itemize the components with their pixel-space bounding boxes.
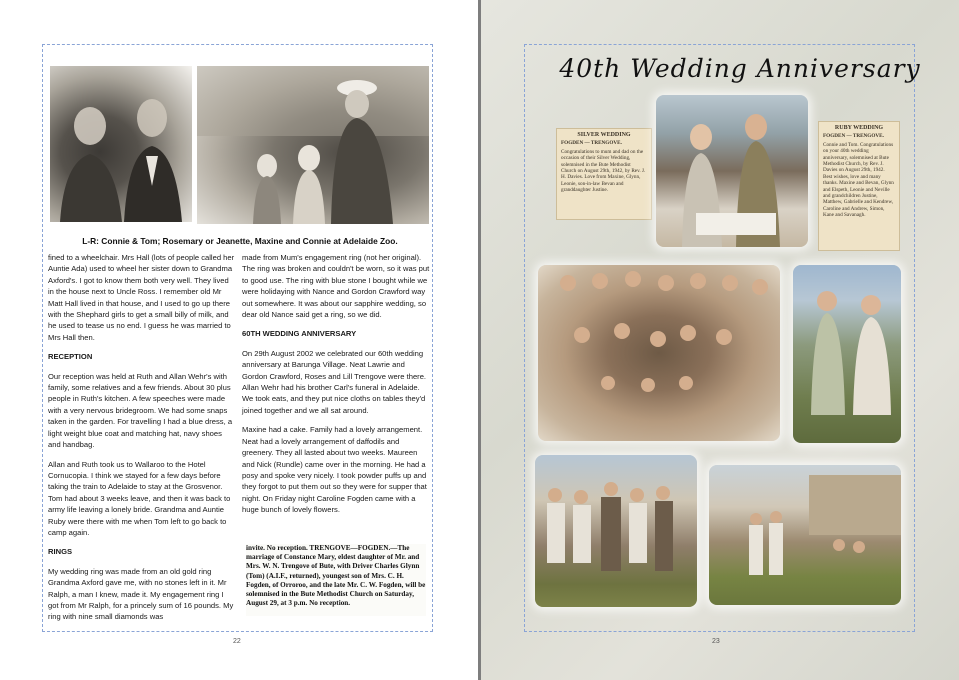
photo-couple-in-garden — [793, 265, 901, 443]
paragraph: Our reception was held at Ruth and Allan Wehr's with family, some relatives and a few friends. About 30 plus people in Ruth's kitchen. A few speeches were made with a very nervous bridegroom. We had some snaps taken in the garden. For travelling I had a blue dress, a light weight blue coat and matching hat, navy shoes and handbag. — [48, 371, 233, 450]
garden-couple-graphic — [793, 265, 901, 443]
family-group-graphic — [538, 265, 780, 441]
outdoor-group-graphic — [535, 455, 697, 607]
paragraph: My wedding ring was made from an old gold ring Grandma Axford gave me, with no stones left in it. Mr Ralph, a man I knew, made it. My engagement ring I got from Mr Ralph, for a princely sum of 16 pounds. My ring with nine small diamonds was — [48, 566, 234, 622]
newspaper-clipping-ruby-wedding — [818, 121, 900, 251]
photo-adelaide-zoo — [197, 66, 429, 224]
section-heading-reception: RECEPTION — [48, 352, 93, 362]
page-title: 40th Wedding Anniversary — [559, 54, 921, 83]
left-page — [0, 0, 478, 680]
section-heading-60th-anniversary: 60TH WEDDING ANNIVERSARY — [242, 329, 357, 339]
zoo-scene-graphic — [197, 66, 429, 224]
photo-caption: L-R: Connie & Tom; Rosemary or Jeanette, Maxine and Connie at Adelaide Zoo. — [82, 236, 398, 246]
paragraph: made from Mum's engagement ring (not her original). The ring was broken and couldn't be worn, so it was put to good use. The ring with blue stone I bought while we were holidaying with Nance and Gordon Crawford way out somewhere. It was about our sapphire wedding, so dear old Nance said get a ring, so we did. — [242, 253, 430, 320]
couple-silhouette-graphic — [50, 66, 192, 222]
text-column-left — [48, 252, 236, 631]
page-number-right: 23 — [712, 638, 720, 645]
photo-connie-and-tom — [50, 66, 192, 222]
photo-backyard-gathering — [709, 465, 901, 605]
section-heading-rings: RINGS — [48, 547, 73, 557]
clipping-subheading: FOGDEN — TRENGOVE. — [823, 133, 884, 140]
paragraph: Maxine had a cake. Family had a lovely arrangement. Neat had a lovely arrangement of daffodils and greenery. They all lasted about two weeks. Maureen and Nick (Rundle) came over in the morning. He had a posy and spoke very nicely. I took powder puffs up and they forgot to put them out so they were for supper that night. On Friday night Caroline Fogden came with a huge bunch of lovely flowers. — [242, 425, 427, 515]
clipping-body: Congratulations to mum and dad on the occasion of their Silver Wedding, solemnised in the Bute Methodist Church on August 29th, 1942, by Rev. J. H. Davies. Love from Maxine, Glynn, Leonie, son-in-law Bevan and granddaughter Justine. — [561, 148, 646, 194]
clipping-body: Connie and Tom. Congratulations on your 40th wedding anniversary, solemnised at Bute Methodist Church, by Rev. J. Davies on August 29th, 1942. Best wishes, love and many thanks. Maxine and Bevan, Glynn and Elspeth, Leonie and Neville and grandchildren Justine, Matthew, Gabrielle and Kendrew, Caroline and Andrew, Simon, Kane and Savanagh. — [823, 141, 894, 219]
newspaper-clipping-engagement: invite. No reception. TRENGOVE—FOGDEN.—The marriage of Constance Mary, eldest daughter of Mr. and Mrs. W. N. Trengove of Bute, with Driver Charles Glynn (Tom) (A.I.F., returned), youngest son of Mrs. C. H. Fogden, of Orroroo, and the late Mr. C. W. Fogden, will be solemnised in the Bute Methodist Church on Saturday, August 29, at 3 p.m. No reception. — [246, 544, 426, 616]
backyard-gathering-graphic — [709, 465, 901, 605]
text-column-right — [242, 252, 430, 524]
paragraph: Allan and Ruth took us to Wallaroo to the Hotel Cornucopia. I think we stayed for a few days before taking the train to Adelaide to stay at the Grosvenor. Tom had about 3 weeks leave, and then it was back to army life leaving a lonely bride. Grandma and Auntie Ruby were there with me when Tom left to go back to camp again. — [48, 459, 231, 537]
photo-group-outdoors — [535, 455, 697, 607]
photo-family-group — [538, 265, 780, 441]
paragraph: fined to a wheelchair. Mrs Hall (lots of people called her Auntie Ada) used to wheel her sister down to Grandma Axford's. I got to know them both very well. They lived in the house next to Uncle Ross. I remember old Mr Matt Hall lived in that house, and I used to go up there with the Shephard girls to get a small billy of milk, and he used to tease us no end. I guess he was married to Mrs Hall then. — [48, 253, 235, 342]
cake-scene-graphic — [656, 95, 808, 247]
page-number-left: 22 — [233, 638, 241, 645]
newspaper-clipping-silver-wedding — [556, 128, 652, 220]
photo-couple-cutting-cake — [656, 95, 808, 247]
clipping-subheading: FOGDEN — TRENGOVE. — [561, 140, 622, 147]
paragraph: On 29th August 2002 we celebrated our 60th wedding anniversary at Barunga Village. Neat Lawrie and Gordon Crawford, Roses and Lill Trengove were there. Allan Wehr had his brother Carl's funeral in Adelaide. We took eats, and they put nice cloths on tables they'd joined together and we all sat around. — [242, 348, 427, 415]
clipping-heading: SILVER WEDDING — [577, 132, 631, 138]
clipping-heading: RUBY WEDDING — [834, 125, 884, 131]
